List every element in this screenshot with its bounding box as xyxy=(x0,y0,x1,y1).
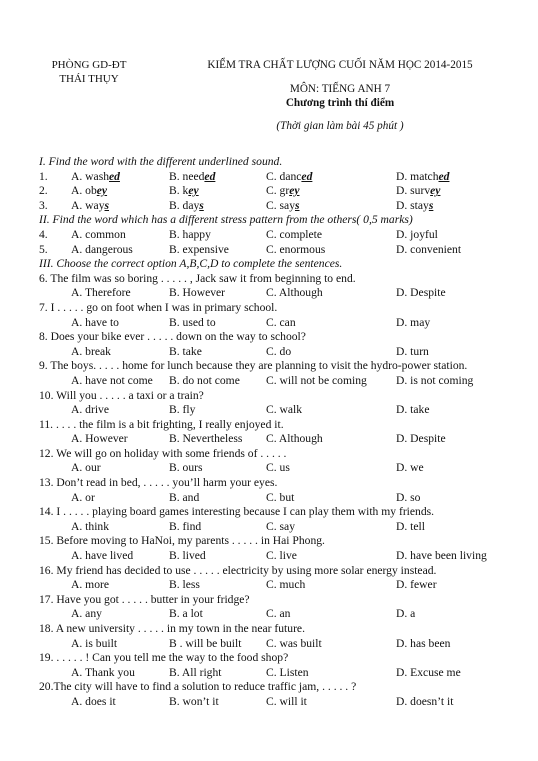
question-stem: 17. Have you got . . . . . butter in your fridge? xyxy=(39,592,250,606)
option-d[interactable]: D. convenient xyxy=(396,242,462,256)
question-stem: 11. . . . . the film is a bit frighting, I really enjoyed it. xyxy=(39,417,284,431)
options-row xyxy=(39,345,509,360)
question-stem: 7. I . . . . . go on foot when I was in primary school. xyxy=(39,300,278,314)
question-row xyxy=(39,228,509,243)
option-a[interactable]: A. dangerous xyxy=(71,242,133,256)
question-stem: 20.The city will have to find a solution to reduce traffic jam, . . . . . ? xyxy=(39,680,357,694)
option-text: A. ob xyxy=(71,184,97,198)
option-b[interactable]: B. take xyxy=(169,344,202,358)
question-stem: 15. Before moving to HaNoi, my parents . . . . . in Hai Phong. xyxy=(39,534,325,548)
underlined-sound: s xyxy=(428,198,434,212)
option-b[interactable] xyxy=(169,170,215,185)
option-c[interactable]: C. can xyxy=(266,315,296,329)
option-a[interactable]: A. our xyxy=(71,461,101,475)
option-text: A. wash xyxy=(71,169,109,183)
option-a[interactable]: A. more xyxy=(71,578,109,592)
option-d[interactable]: D. fewer xyxy=(396,578,437,592)
exam-title: KIỂM TRA CHẤT LƯỢNG CUỐI NĂM HỌC 2014-2015 xyxy=(207,59,473,71)
option-b[interactable]: B. find xyxy=(169,519,202,533)
question-stem: 13. Don’t read in bed, . . . . . you’ll harm your eyes. xyxy=(39,476,278,490)
option-d[interactable]: D. take xyxy=(396,403,430,417)
option-c[interactable]: C. Listen xyxy=(266,665,309,679)
option-a[interactable]: A. common xyxy=(71,227,126,241)
options-row xyxy=(39,666,509,681)
office-line-2: THÁI THỤY xyxy=(59,73,119,85)
option-c[interactable]: C. us xyxy=(266,461,290,475)
option-text: C. gr xyxy=(266,184,290,198)
option-c[interactable]: C. but xyxy=(266,490,295,504)
option-text: D. match xyxy=(396,169,439,183)
option-a[interactable]: A. Therefore xyxy=(71,286,131,300)
option-d[interactable] xyxy=(396,199,433,214)
question-row xyxy=(39,243,509,258)
option-c[interactable] xyxy=(266,184,299,199)
underlined-sound: s xyxy=(104,198,110,212)
exam-program: Chương trình thí điểm xyxy=(285,97,395,109)
option-b[interactable] xyxy=(169,199,204,214)
option-b[interactable]: B. All right xyxy=(169,665,222,679)
section-2-title: II. Find the word which has a different stress pattern from the others( 0,5 marks) xyxy=(39,213,413,227)
underlined-sound: s xyxy=(199,198,204,212)
question-stem: 12. We will go on holiday with some friends of . . . . . xyxy=(39,446,287,460)
question-row xyxy=(39,184,509,199)
option-text: B. k xyxy=(169,184,189,198)
option-b[interactable]: B. happy xyxy=(169,227,211,241)
option-a[interactable] xyxy=(71,170,120,185)
option-b[interactable]: B. ours xyxy=(169,461,203,475)
option-c[interactable]: C. Although xyxy=(266,432,323,446)
office-line-1: PHÒNG GD-ĐT xyxy=(51,59,127,71)
options-row xyxy=(39,374,509,389)
option-d[interactable] xyxy=(396,184,440,199)
question-stem: 6. The film was so boring . . . . . , Jack saw it from beginning to end. xyxy=(39,271,356,285)
option-d[interactable]: D. is not coming xyxy=(396,373,474,387)
section-1-rows xyxy=(39,170,509,214)
option-d[interactable]: D. doesn’t it xyxy=(396,694,454,708)
option-d[interactable]: D. Despite xyxy=(396,286,446,300)
options-row xyxy=(39,520,509,535)
question-stem: 9. The boys. . . . . home for lunch because they are planning to visit the hydro-power station. xyxy=(39,359,468,373)
options-row xyxy=(39,549,509,564)
options-row xyxy=(39,578,509,593)
school-office xyxy=(44,58,134,86)
option-c[interactable]: C. live xyxy=(266,549,297,563)
options-row xyxy=(39,316,509,331)
option-b[interactable]: B. Nevertheless xyxy=(169,432,243,446)
option-d[interactable]: D. joyful xyxy=(396,227,438,241)
question-number: 3. xyxy=(39,198,48,212)
option-c[interactable]: C. do xyxy=(266,344,292,358)
option-a[interactable]: A. have to xyxy=(71,315,119,329)
option-d[interactable]: D. so xyxy=(396,490,421,504)
exam-content xyxy=(39,155,509,710)
question-row xyxy=(39,199,509,214)
option-c[interactable] xyxy=(266,199,300,214)
option-b[interactable]: B. won’t it xyxy=(169,694,219,708)
underlined-sound: ed xyxy=(301,169,313,183)
options-row xyxy=(39,607,509,622)
option-d[interactable]: D. may xyxy=(396,315,431,329)
question-number: 4. xyxy=(39,227,48,241)
options-row xyxy=(39,432,509,447)
option-d[interactable] xyxy=(396,170,449,185)
option-d[interactable]: D. Excuse me xyxy=(396,665,461,679)
underlined-sound: ey xyxy=(188,184,199,198)
option-c[interactable]: C. enormous xyxy=(266,242,326,256)
section-3-questions xyxy=(39,272,509,710)
underlined-sound: ey xyxy=(96,184,108,198)
underlined-sound: s xyxy=(294,198,300,212)
question-stem: 18. A new university . . . . . in my town in the near future. xyxy=(39,622,305,635)
option-a[interactable] xyxy=(71,184,107,199)
options-row xyxy=(39,286,509,301)
section-2-rows xyxy=(39,228,509,257)
option-d[interactable]: D. have been living xyxy=(396,549,487,563)
option-text: D. stay xyxy=(396,198,429,212)
question-stem: 14. I . . . . . playing board games interesting because I can play them with my friends. xyxy=(39,505,435,519)
option-a[interactable]: A. have not come xyxy=(71,373,153,387)
option-a[interactable]: A. does it xyxy=(71,694,116,708)
question-row xyxy=(39,170,509,185)
option-d[interactable]: D. has been xyxy=(396,636,451,650)
option-c[interactable]: C. Although xyxy=(266,286,323,300)
underlined-sound: ey xyxy=(430,184,441,198)
option-b[interactable]: B. a lot xyxy=(169,607,203,621)
option-b[interactable]: B. less xyxy=(169,578,200,592)
underlined-sound: ey xyxy=(289,184,300,198)
option-c[interactable]: C. an xyxy=(266,607,291,621)
option-b[interactable]: B. and xyxy=(169,490,200,504)
option-a[interactable]: A. think xyxy=(71,519,110,533)
question-number: 5. xyxy=(39,242,48,256)
underlined-sound: ed xyxy=(204,169,216,183)
option-text: C. danc xyxy=(266,169,302,183)
option-b[interactable]: B. used to xyxy=(169,315,216,329)
section-3-title: III. Choose the correct option A,B,C,D to complete the sentences. xyxy=(39,257,343,271)
underlined-sound: ed xyxy=(109,169,120,183)
option-d[interactable]: D. tell xyxy=(396,519,425,533)
option-a[interactable] xyxy=(71,199,109,214)
option-d[interactable]: D. a xyxy=(396,607,416,621)
section-1-title: I. Find the word with the different underlined sound. xyxy=(39,155,283,168)
option-text: D. surv xyxy=(396,184,431,198)
option-d[interactable]: D. we xyxy=(396,461,424,475)
option-text: B. need xyxy=(169,169,205,183)
option-text: C. say xyxy=(266,198,295,212)
option-b[interactable]: B. However xyxy=(169,286,226,300)
options-row xyxy=(39,403,509,418)
option-c[interactable]: C. walk xyxy=(266,403,303,417)
options-row xyxy=(39,461,509,476)
option-text: A. way xyxy=(71,198,105,212)
option-a[interactable]: A. However xyxy=(71,432,128,446)
exam-subject: MÔN: TIẾNG ANH 7 xyxy=(289,83,391,95)
option-d[interactable]: D. turn xyxy=(396,344,429,358)
option-a[interactable]: A. drive xyxy=(71,403,109,417)
option-c[interactable]: C. will it xyxy=(266,694,307,708)
options-row xyxy=(39,637,509,652)
option-b[interactable]: B. expensive xyxy=(169,242,229,256)
exam-time: (Thời gian làm bài 45 phút ) xyxy=(276,120,404,132)
option-b[interactable]: B. fly xyxy=(169,403,196,417)
options-row xyxy=(39,695,509,710)
option-a[interactable]: A. Thank you xyxy=(71,665,135,679)
exam-header xyxy=(178,58,502,134)
option-a[interactable]: A. any xyxy=(71,607,102,621)
option-text: B. day xyxy=(169,198,200,212)
option-c[interactable]: C. much xyxy=(266,578,306,592)
option-b[interactable]: B . will be built xyxy=(169,636,242,650)
option-b[interactable]: B. lived xyxy=(169,549,206,563)
option-a[interactable]: A. have lived xyxy=(71,549,134,563)
option-c[interactable]: C. complete xyxy=(266,227,323,241)
option-c[interactable]: C. will not be coming xyxy=(266,373,367,387)
option-b[interactable]: B. do not come xyxy=(169,373,240,387)
option-a[interactable]: A. or xyxy=(71,490,95,504)
option-c[interactable]: C. was built xyxy=(266,636,322,650)
question-stem: 16. My friend has decided to use . . . . . electricity by using more solar energy instead. xyxy=(39,563,437,577)
question-number: 2. xyxy=(39,184,48,198)
question-stem: 10. Will you . . . . . a taxi or a train? xyxy=(39,388,204,402)
option-a[interactable]: A. break xyxy=(71,344,111,358)
question-stem: 8. Does your bike ever . . . . . down on the way to school? xyxy=(39,330,306,344)
options-row xyxy=(39,491,509,506)
option-a[interactable]: A. is built xyxy=(71,636,118,650)
option-c[interactable]: C. say xyxy=(266,519,295,533)
question-stem: 19. . . . . . ! Can you tell me the way to the food shop? xyxy=(39,651,289,665)
option-b[interactable] xyxy=(169,184,199,199)
option-d[interactable]: D. Despite xyxy=(396,432,446,446)
underlined-sound: ed xyxy=(438,169,450,183)
option-c[interactable] xyxy=(266,170,312,185)
question-number: 1. xyxy=(39,169,48,183)
